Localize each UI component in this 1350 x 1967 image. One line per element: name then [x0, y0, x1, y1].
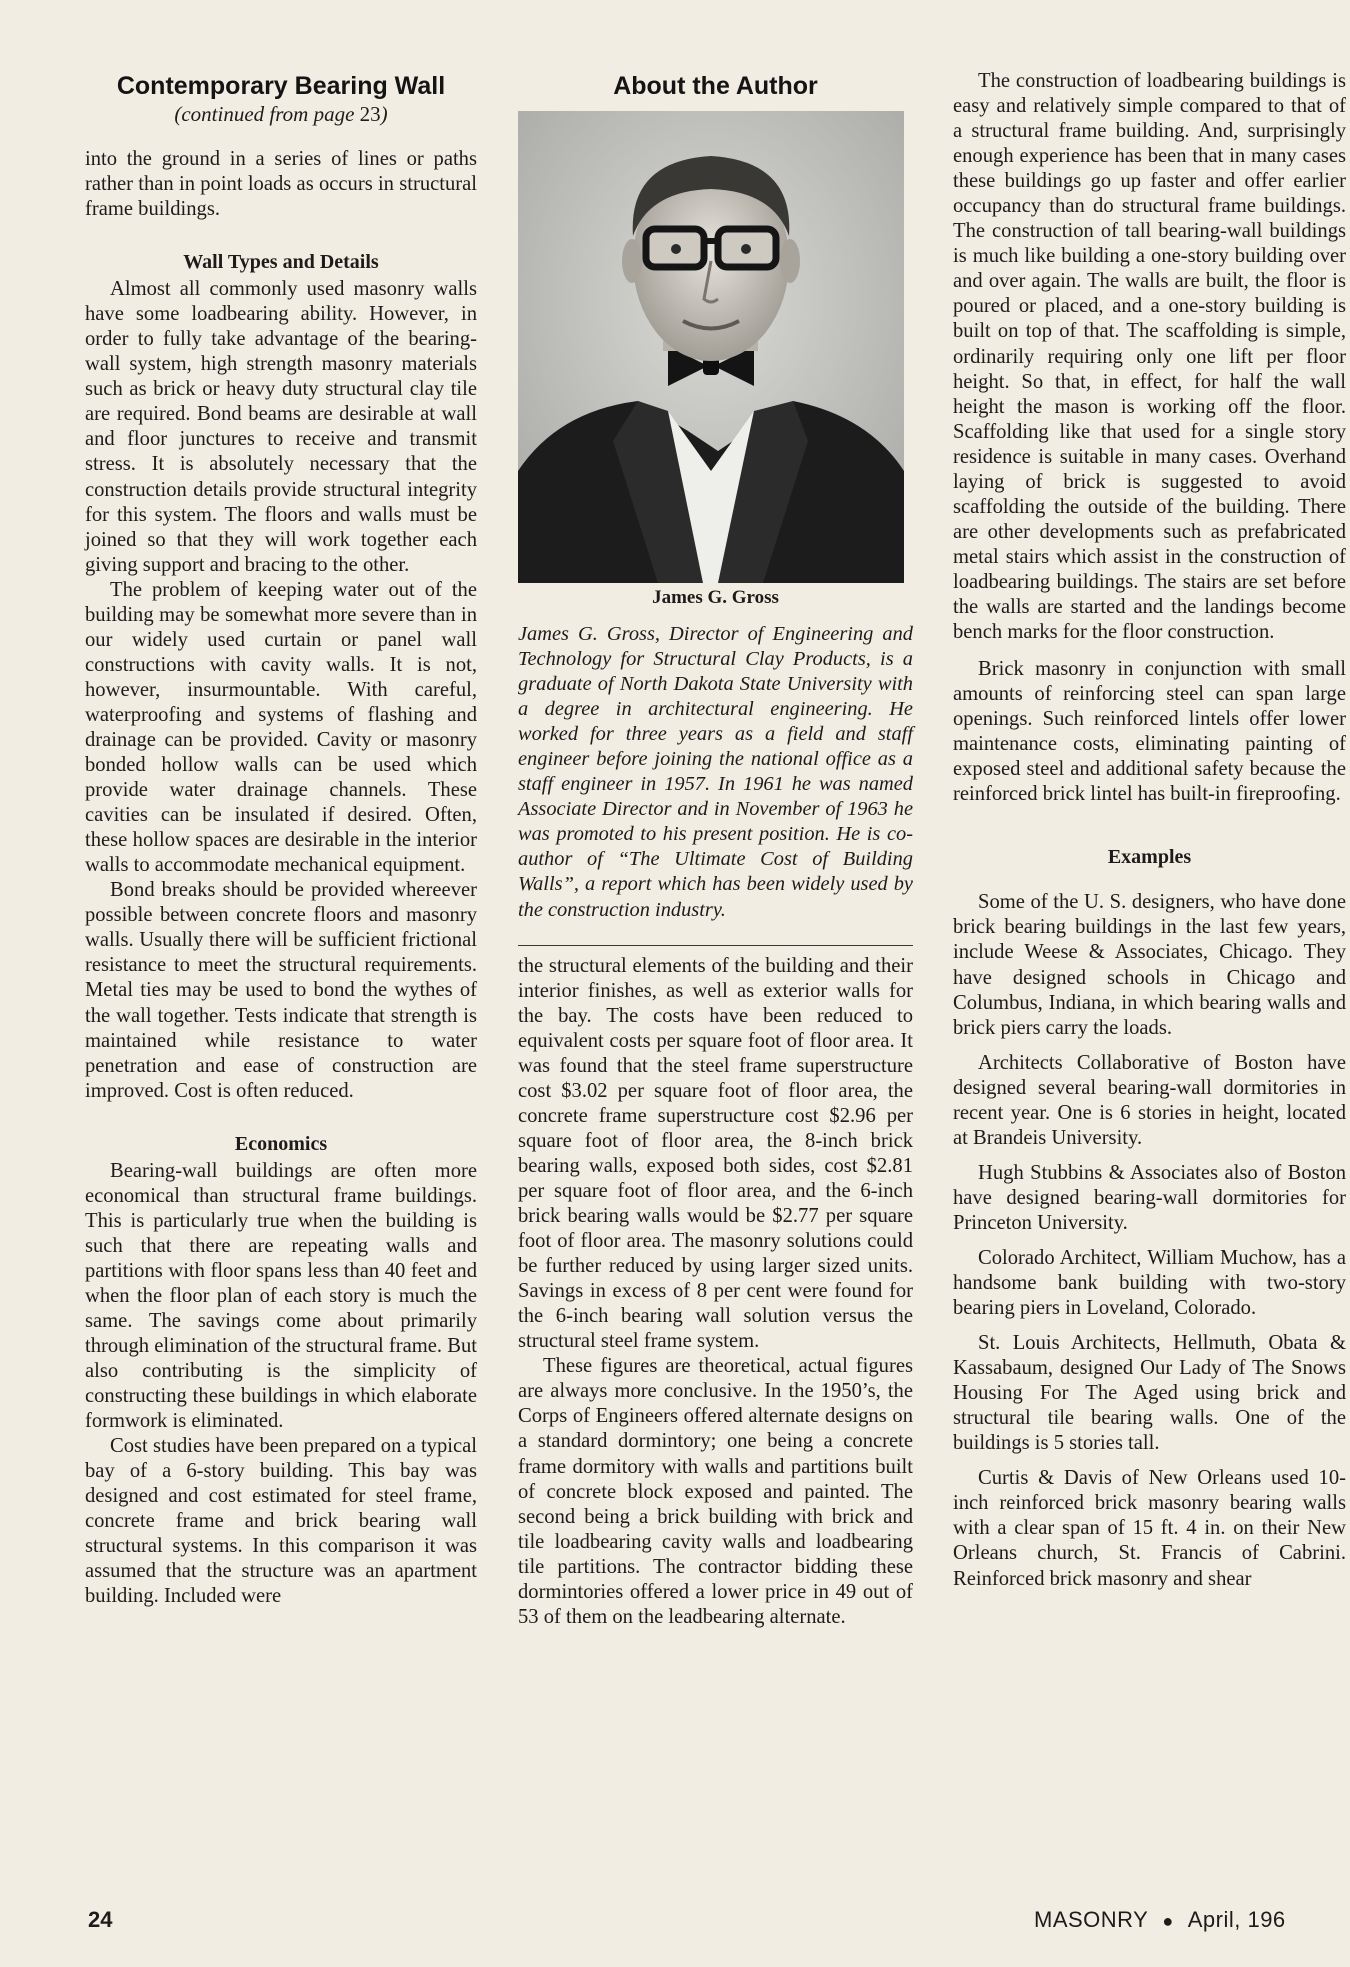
paragraph: These figures are theoretical, actual figures are always more conclusive. In the 1950’s, the Corps of Engineers offered alternate designs on a standard dormintory; one being a concrete frame dormitory with walls and partitions built of concrete block exposed and painted. The second being a brick building with brick and tile loadbearing cavity walls and loadbearing tile partitions. The contractor bidding these dormintories offered a lower price in 49 out of 53 of them on the leadbearing alternate. [518, 1355, 913, 1628]
bullet-icon: ● [1162, 1911, 1174, 1931]
running-footer [1034, 1907, 1286, 1933]
right-column [953, 0, 1346, 1592]
about-author-heading: About the Author [613, 72, 818, 100]
subheading-wall-types: Wall Types and Details [183, 251, 379, 274]
photo-caption: James G. Gross [652, 587, 779, 608]
paragraph: the structural elements of the building and their interior finishes, as well as exterior walls for the bay. The costs have been reduced to equivalent costs per square foot of floor area. It was found that the steel frame superstructure cost $3.02 per square foot of floor area, the concrete frame superstructure cost $2.96 per square foot of floor area, the 8-inch brick bearing walls, exposed both sides, cost $2.81 per square foot of floor area, and the 6-inch brick bearing walls would be $2.77 per square foot of floor area. The masonry solutions could be further reduced by using larger sized units. Savings in excess of 8 per cent were found for the 6-inch bearing wall solution versus the structural steel frame system. [518, 954, 913, 1353]
continued-label: continued from page [181, 102, 355, 126]
paragraph: Bearing-wall buildings are often more economical than structural frame buildings. This is particularly true when the building is such that there are repeating walls and partitions with floor spans less than 40 feet and when the floor plan of each story is much the same. The savings come about primarily through elimination of the structural frame. But also contributing is the simplicity of constructing these buildings in which elaborate formwork is eliminated. [85, 1159, 477, 1433]
paragraph: into the ground in a series of lines or paths rather than in point loads as occurs in structural frame buildings. [85, 148, 477, 221]
subheading-economics: Economics [234, 1132, 328, 1155]
magazine-name: MASONRY [1034, 1907, 1149, 1932]
author-portrait-image [518, 111, 904, 583]
divider [518, 945, 913, 946]
paragraph: Brick masonry in conjunction with small amounts of reinforcing steel can span large openings. Such reinforced lintels offer lower maintenance costs, eliminating painting of exposed steel and additional safety because the reinforced brick lintel has built-in fireproofing. [953, 658, 1346, 806]
paragraph: Almost all commonly used masonry walls have some loadbearing ability. However, in order to fully take advantage of the bearing-wall system, high strength masonry materials such as brick or heavy duty structural clay tile are required. Bond beams are desirable at wall and floor junctures to receive and transmit stress. It is absolutely necessary that the construction details provide structural integrity for this system. The floors and walls must be joined so that they will work together each giving support and bracing to the other. [85, 278, 477, 576]
middle-column [518, 0, 913, 1630]
page-number: 24 [88, 1907, 113, 1932]
paragraph: Bond breaks should be provided whereever possible between concrete floors and masonry walls. Usually there will be sufficient frictional resistance to meet the structural requirements. Metal ties may be used to bond the wythes of the wall together. Tests indicate that strength is maintained while resistance to water penetration and ease of construction are improved. Cost is often reduced. [85, 879, 477, 1102]
paragraph: Architects Collaborative of Boston have designed several bearing-wall dormitories in recent year. One is 6 stories in height, located at Brandeis University. [953, 1051, 1346, 1149]
paragraph: The construction of loadbearing buildings is easy and relatively simple compared to that of a structural frame building. And, surprisingly enough experience has been that in many cases these buildings go up faster and offer earlier occupancy than do structural frame buildings. The construction of tall bearing-wall buildings is much like building a one-story building over and over again. The walls are built, the floor is poured or placed, and a one-story building is built on top of that. The scaffolding is simple, ordinarily requiring only one lift per floor height. So that, in effect, for half the wall height the mason is working off the floor. Scaffolding like that used for a single story residence is suitable in many cases. Overhand laying of brick is suggested to avoid scaffolding the outside of the building. There are other developments such as prefabricated metal stairs which assist in the construction of loadbearing buildings. The stairs are set before the walls are started and the landings become bench marks for the floor construction. [953, 70, 1346, 644]
paragraph: Cost studies have been prepared on a typical bay of a 6-story building. This bay was designed and cost estimated for steel frame, concrete frame and brick bearing wall structural systems. In this comparison it was assumed that the structure was an apartment building. Included were [85, 1435, 477, 1608]
continued-page: 23 [359, 102, 381, 126]
continued-note: (continued from page 23) [174, 102, 388, 126]
paragraph: Curtis & Davis of New Orleans used 10-inch reinforced brick masonry bearing walls with a clear span of 15 ft. 4 in. on their New Orleans church, St. Francis of Cabrini. Reinforced brick masonry and shear [953, 1467, 1346, 1590]
author-bio: James G. Gross, Director of Engineering and Technology for Structural Clay Products, is a graduate of North Dakota State University with a degree in architectural engineering. He worked for three years as a field and staff engineer before joining the national office as a staff engineer in 1957. In 1961 he was named Associate Director and in November of 1963 he was promoted to his present position. He is co-author of “The Ultimate Cost of Building Walls”, a report which has been widely used by the construction industry. [518, 623, 913, 921]
paragraph: St. Louis Architects, Hellmuth, Obata & Kassabaum, designed Our Lady of The Snows Housing For The Aged using brick and structural tile bearing walls. One of the buildings is 5 stories tall. [953, 1332, 1346, 1455]
left-column [85, 0, 477, 1610]
paragraph: Colorado Architect, William Muchow, has a handsome bank building with two-story bearing piers in Loveland, Colorado. [953, 1246, 1346, 1320]
issue-date: April, 196 [1187, 1907, 1286, 1932]
article-heading: Contemporary Bearing Wall [116, 72, 446, 100]
paragraph: Hugh Stubbins & Associates also of Boston have designed bearing-wall dormitories for Princeton University. [953, 1161, 1346, 1234]
author-photo [518, 111, 904, 583]
paragraph: The problem of keeping water out of the building may be somewhat more severe than in our widely used curtain or panel wall constructions with cavity walls. It is not, however, insurmountable. With careful, waterproofing and systems of flashing and drainage can be provided. Cavity or masonry bonded hollow walls can be used which provide water drainage channels. These cavities can be insulated if desired. Often, these hollow spaces are desirable in the interior walls to accommodate mechanical equipment. [85, 578, 477, 877]
paragraph: Some of the U. S. designers, who have done brick bearing buildings in the last few years, include Weese & Associates, Chicago. They have designed schools in Chicago and Columbus, Indiana, in which bearing walls and brick piers carry the loads. [953, 891, 1346, 1039]
subheading-examples: Examples [1107, 846, 1192, 869]
